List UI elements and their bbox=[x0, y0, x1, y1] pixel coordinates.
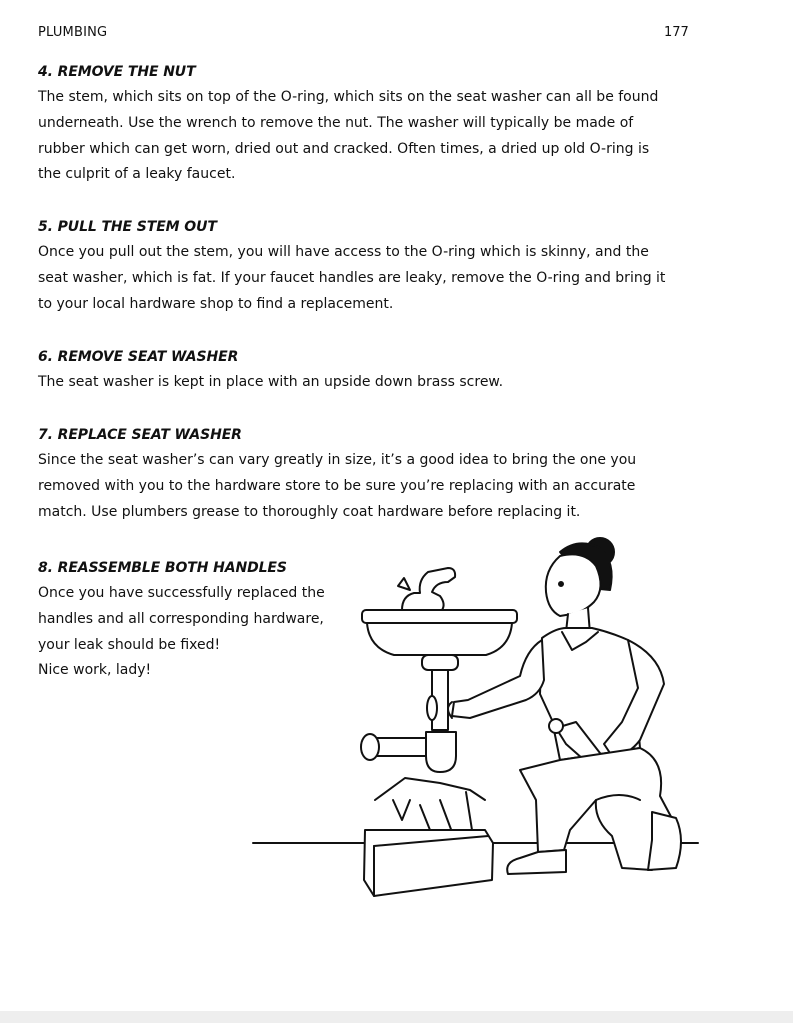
step-7-body bbox=[38, 448, 678, 525]
step-7-line: removed with you to the hardware store to be sure you’re replacing with an accurate bbox=[38, 477, 636, 494]
step-6-body bbox=[38, 370, 678, 396]
step-6-heading: 6. REMOVE SEAT WASHER bbox=[38, 349, 239, 365]
step-7-line: Since the seat washer’s can vary greatly in size, it’s a good idea to bring the one you bbox=[38, 452, 637, 468]
step-8-line: your leak should be fixed! bbox=[38, 636, 221, 653]
step-6-section bbox=[38, 348, 678, 396]
step-8-line: Nice work, lady! bbox=[38, 662, 152, 679]
step-4-section bbox=[38, 63, 678, 188]
step-4-line: underneath. Use the wrench to remove the nut. The washer will typically be made of bbox=[38, 114, 634, 131]
step-7-heading: 7. REPLACE SEAT WASHER bbox=[38, 427, 242, 443]
step-7-section bbox=[38, 426, 678, 525]
step-6-line: The seat washer is kept in place with an upside down brass screw. bbox=[38, 374, 504, 390]
sink-icon bbox=[362, 610, 517, 655]
woman-fixing-sink-illustration bbox=[250, 535, 700, 900]
page-number: 177 bbox=[664, 25, 689, 40]
faucet-icon bbox=[398, 568, 455, 610]
step-4-body bbox=[38, 85, 678, 188]
step-8-heading: 8. REASSEMBLE BOTH HANDLES bbox=[38, 560, 287, 576]
plumber-woman-figure bbox=[448, 538, 681, 874]
step-5-line: seat washer, which is fat. If your faucet handles are leaky, remove the O-ring and bring it bbox=[38, 269, 666, 286]
step-4-line: the culprit of a leaky faucet. bbox=[38, 166, 236, 183]
toolbox-icon bbox=[364, 778, 493, 896]
step-5-section bbox=[38, 218, 678, 317]
step-8-line: Once you have successfully replaced the bbox=[38, 585, 325, 601]
page-bottom-band bbox=[0, 1011, 793, 1023]
step-5-body bbox=[38, 240, 678, 317]
step-4-line: The stem, which sits on top of the O-ring, which sits on the seat washer can all be found bbox=[38, 89, 659, 105]
drain-pipe-icon bbox=[361, 655, 458, 772]
step-4-heading: 4. REMOVE THE NUT bbox=[38, 64, 196, 80]
step-5-line: Once you pull out the stem, you will have access to the O-ring which is skinny, and the bbox=[38, 244, 649, 260]
step-4-line: rubber which can get worn, dried out and cracked. Often times, a dried up old O-ring is bbox=[38, 140, 650, 157]
step-8-line: handles and all corresponding hardware, bbox=[38, 610, 324, 627]
step-7-line: match. Use plumbers grease to thoroughly coat hardware before replacing it. bbox=[38, 503, 581, 520]
step-5-heading: 5. PULL THE STEM OUT bbox=[38, 219, 217, 235]
running-head: PLUMBING bbox=[38, 25, 108, 40]
step-5-line: to your local hardware shop to find a replacement. bbox=[38, 295, 394, 312]
